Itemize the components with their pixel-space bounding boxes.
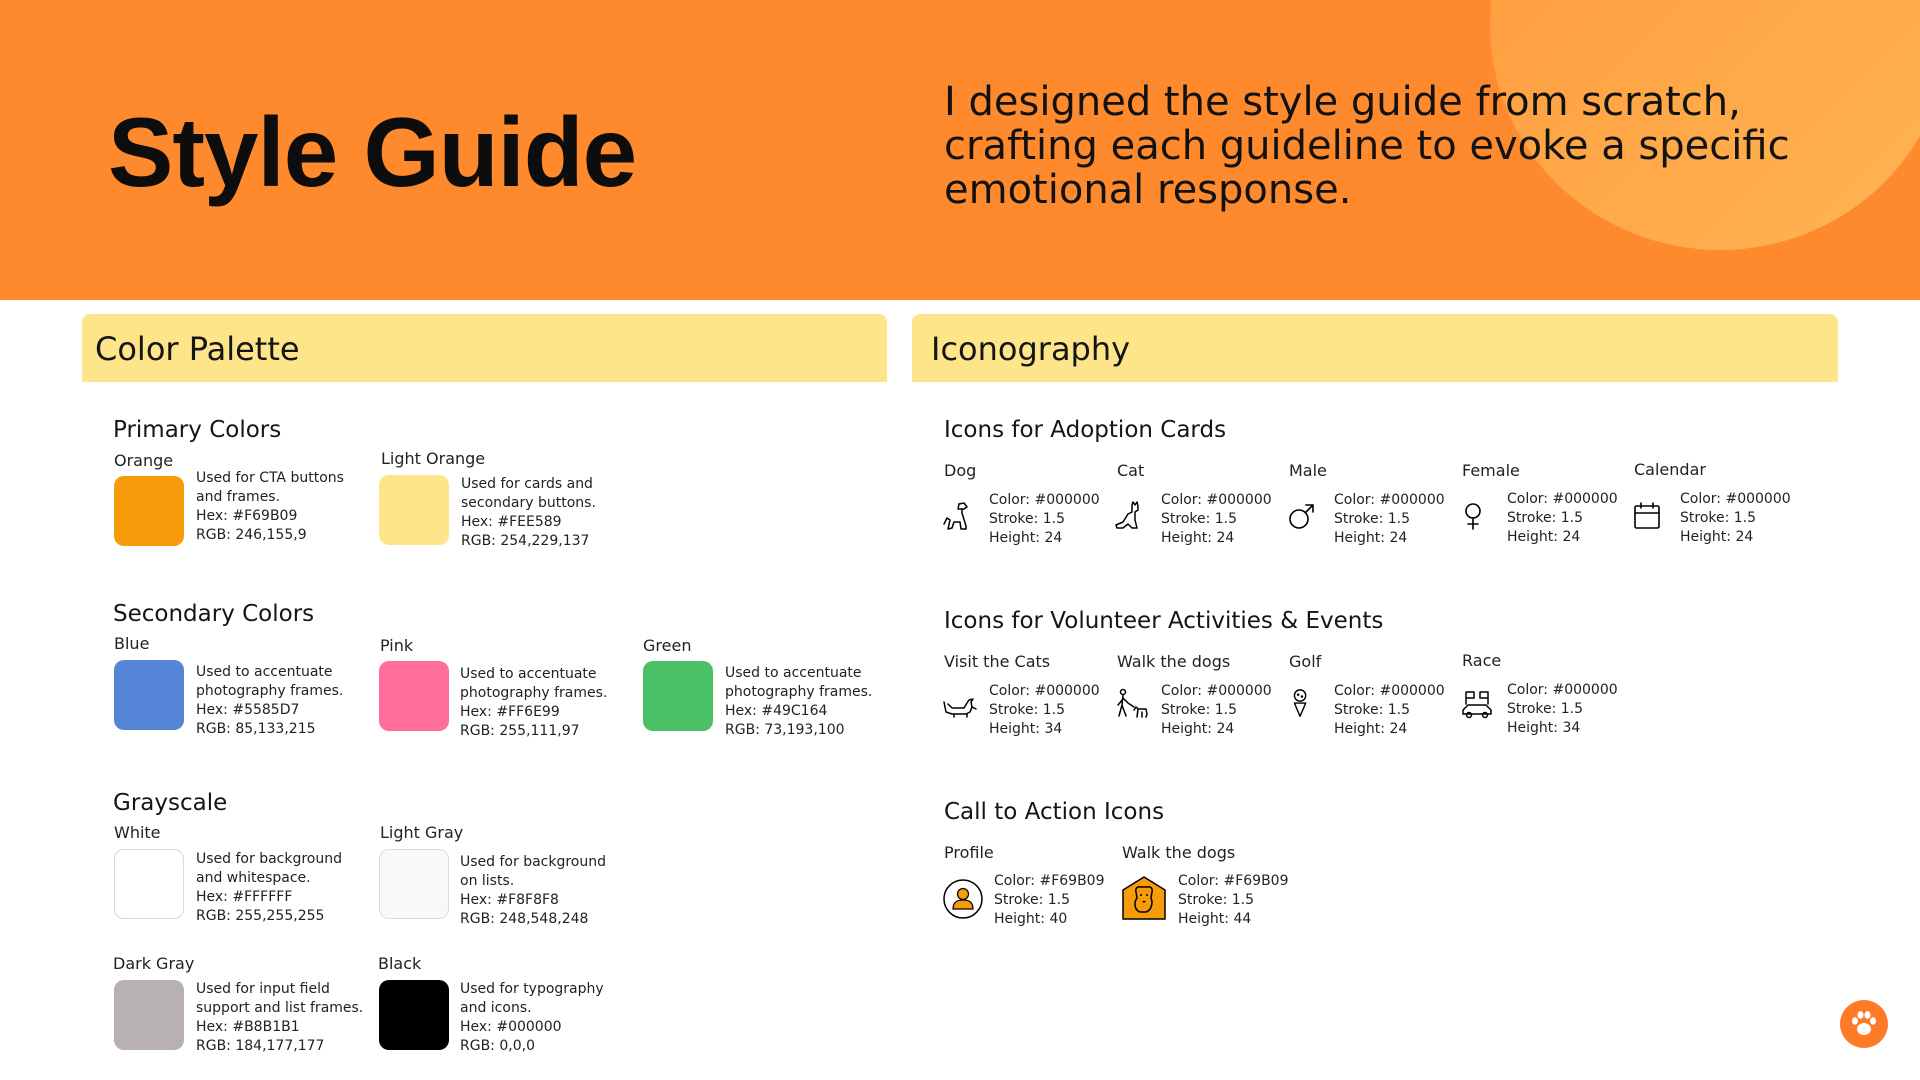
icon-spec: Color: #000000 Stroke: 1.5 Height: 34 <box>989 683 1100 737</box>
primary-colors-heading: Primary Colors <box>113 417 282 443</box>
swatch-description: Used for background and whitespace. Hex: #FFFFFF RGB: 255,255,255 <box>196 851 342 924</box>
icon-label: Female <box>1462 461 1520 480</box>
dog-house-icon[interactable] <box>1120 874 1168 922</box>
section-title: Iconography <box>931 330 1131 368</box>
grayscale-heading: Grayscale <box>113 790 228 816</box>
swatch-description: Used for typography and icons. Hex: #000000 RGB: 0,0,0 <box>460 981 604 1054</box>
paw-icon <box>1840 1000 1888 1048</box>
icon-label: Dog <box>944 461 977 480</box>
icon-label: Walk the dogs <box>1117 652 1231 671</box>
swatch-description: Used to accentuate photography frames. Hex: #5585D7 RGB: 85,133,215 <box>196 664 344 737</box>
iconography-header <box>912 314 1838 382</box>
swatch-description: Used for background on lists. Hex: #F8F8F8 RGB: 248,548,248 <box>460 854 606 927</box>
female-icon <box>1458 500 1488 532</box>
swatch-label: Blue <box>114 634 150 653</box>
icon-spec: Color: #000000 Stroke: 1.5 Height: 24 <box>1334 492 1445 546</box>
swatch-white <box>114 849 184 919</box>
race-car-icon <box>1460 688 1494 720</box>
swatch-description: Used to accentuate photography frames. Hex: #FF6E99 RGB: 255,111,97 <box>460 666 608 739</box>
icon-spec: Color: #000000 Stroke: 1.5 Height: 24 <box>1680 491 1791 545</box>
swatch-description: Used for input field support and list frames. Hex: #B8B1B1 RGB: 184,177,177 <box>196 981 364 1054</box>
adoption-icons-heading: Icons for Adoption Cards <box>944 417 1227 443</box>
icon-label: Profile <box>944 843 994 862</box>
swatch-light-orange <box>379 475 449 545</box>
golf-icon <box>1286 688 1316 720</box>
swatch-dark-gray <box>114 980 184 1050</box>
swatch-black <box>379 980 449 1050</box>
icon-spec: Color: #000000 Stroke: 1.5 Height: 24 <box>1334 683 1445 737</box>
color-palette-header <box>82 314 887 382</box>
swatch-label: Light Orange <box>381 449 486 468</box>
icon-label: Calendar <box>1634 460 1706 479</box>
swatch-label: Green <box>643 636 692 655</box>
icon-label: Race <box>1462 651 1502 670</box>
icon-label: Walk the dogs <box>1122 843 1236 862</box>
icon-label: Visit the Cats <box>944 652 1051 671</box>
swatch-label: Dark Gray <box>113 954 195 973</box>
swatch-label: Pink <box>380 636 414 655</box>
swatch-label: Black <box>378 954 422 973</box>
icon-spec: Color: #F69B09 Stroke: 1.5 Height: 44 <box>1178 873 1289 927</box>
swatch-blue <box>114 660 184 730</box>
page-title: Style Guide <box>108 97 637 207</box>
icon-spec: Color: #000000 Stroke: 1.5 Height: 24 <box>1161 683 1272 737</box>
secondary-colors-heading: Secondary Colors <box>113 601 315 627</box>
section-title: Color Palette <box>95 330 300 368</box>
swatch-description: Used for CTA buttons and frames. Hex: #F69B09 RGB: 246,155,9 <box>196 470 344 543</box>
male-icon <box>1287 500 1317 532</box>
swatch-label: White <box>114 823 161 842</box>
icon-label: Male <box>1289 461 1327 480</box>
icon-label: Cat <box>1117 461 1145 480</box>
swatch-light-gray <box>379 849 449 919</box>
swatch-label: Orange <box>114 451 174 470</box>
swatch-pink <box>379 661 449 731</box>
profile-icon[interactable] <box>942 878 984 920</box>
swatch-label: Light Gray <box>380 823 464 842</box>
swatch-orange <box>114 476 184 546</box>
hero-description: I designed the style guide from scratch, crafting each guideline to evoke a specific emotional response. <box>944 79 1790 213</box>
paw-button[interactable] <box>1840 1000 1888 1048</box>
cta-icons-heading: Call to Action Icons <box>944 799 1165 825</box>
icon-label: Golf <box>1289 652 1322 671</box>
icon-spec: Color: #000000 Stroke: 1.5 Height: 24 <box>1161 492 1272 546</box>
cat-lying-icon <box>942 690 978 722</box>
cat-icon <box>1114 500 1144 532</box>
icon-spec: Color: #000000 Stroke: 1.5 Height: 24 <box>1507 491 1618 545</box>
swatch-description: Used to accentuate photography frames. Hex: #49C164 RGB: 73,193,100 <box>725 665 873 738</box>
swatch-description: Used for cards and secondary buttons. Hex: #FEE589 RGB: 254,229,137 <box>461 476 596 549</box>
dog-walk-icon <box>1114 688 1150 720</box>
swatch-green <box>643 661 713 731</box>
icon-spec: Color: #000000 Stroke: 1.5 Height: 34 <box>1507 682 1618 736</box>
calendar-icon <box>1632 500 1662 532</box>
icon-spec: Color: #000000 Stroke: 1.5 Height: 24 <box>989 492 1100 546</box>
icon-spec: Color: #F69B09 Stroke: 1.5 Height: 40 <box>994 873 1105 927</box>
hero-banner <box>0 0 1920 300</box>
volunteer-icons-heading: Icons for Volunteer Activities & Events <box>944 608 1384 634</box>
dog-icon <box>942 500 972 532</box>
